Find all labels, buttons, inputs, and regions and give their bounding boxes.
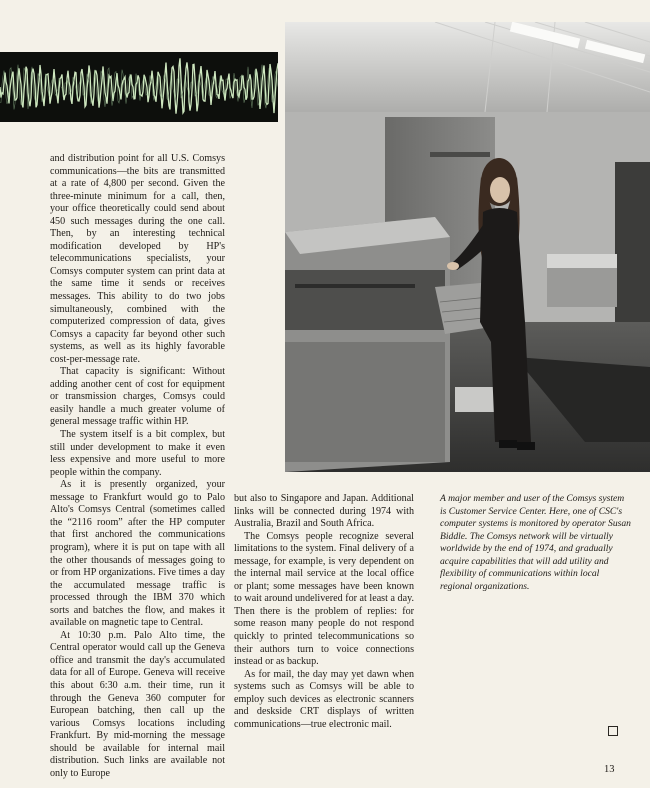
column1-paragraph-4: As it is presently organized, your message to Frankfurt would go to Palo Alto's Comsys Central (sometimes called the “2116 room” after the HP computer that first anchored the communications program), where it is put on tape with all the other thousands of messages going to or from HP organizations. Five times a day the accumulated message traffic is processed through the IBM 370 which sorts and batches the flow, and makes it available on magnetic tape to Central. bbox=[50, 479, 225, 629]
column1-paragraph-1: and distribution point for all U.S. Comsys communications—the bits are transmitted at a rate of 4,800 per second. Given the three-minute minimum for a call, then, your office theoretically could send about 450 such messages during the one call. Then, by an interesting technical modification developed by HP's telecommunications specialists, your Comsys computer system can print data at the same time it sends or receives messages. This ability to do two jobs simultaneously, combined with the computerized compression of data, gives Comsys a capacity far beyond other such systems, as well as its highly favorable cost-per-message rate. bbox=[50, 153, 225, 365]
column2-paragraph-1: but also to Singapore and Japan. Additional links will be connected during 1974 with Australia, Brazil and South Africa. bbox=[234, 493, 414, 530]
column1-paragraph-5: At 10:30 p.m. Palo Alto time, the Central operator would call up the Geneva office and transmit the day's accumulated data for all of Europe. Geneva will receive this about 6:30 a.m. their time, run it through the Geneva 360 computer for European batching, then call up the various Comsys locations including Frankfurt. By mid-morning the message should be available for internal mail distribution. Such links are available not only to Europe bbox=[50, 629, 225, 779]
column2-paragraph-3: As for mail, the day may yet dawn when systems such as Comsys will be able to employ such devices as electronic scanners and deskside CRT displays of written communications—true electronic mail. bbox=[234, 668, 414, 730]
column1-paragraph-2: That capacity is significant: Without adding another cent of cost for equipment or transmission charges, Comsys could easily handle a much greater volume of general message traffic within HP. bbox=[50, 366, 225, 428]
page-number: 13 bbox=[604, 764, 615, 775]
column2-paragraph-2: The Comsys people recognize several limitations to the system. Final delivery of a message, for example, is very dependent on the internal mail service at the local office or plant; some messages have been known to wait around undelivered for at least a day. Then there is the problem of replies: for some reason many people do not respond quickly to printed telecommunications so their authors turn to voice connections instead or as backup. bbox=[234, 530, 414, 668]
end-of-article-square-icon bbox=[608, 726, 618, 736]
article-column-2 bbox=[234, 493, 414, 731]
photo-operator-at-computer bbox=[285, 22, 650, 472]
photo-illustration bbox=[285, 22, 650, 472]
waveform-banner bbox=[0, 52, 278, 122]
photo-caption: A major member and user of the Comsys system is Customer Service Center. Here, one of CSC's computer systems is monitored by operator Susan Biddle. The Comsys network will be virtually worldwide by the end of 1974, and gradually acquire capabilities that will add utility and flexibility of communications within local regional organizations. bbox=[440, 493, 631, 592]
waveform-graphic bbox=[0, 52, 278, 122]
column1-paragraph-3: The system itself is a bit complex, but still under development to make it even less expensive and more useful to more people within the company. bbox=[50, 429, 225, 478]
article-column-1 bbox=[50, 153, 225, 780]
